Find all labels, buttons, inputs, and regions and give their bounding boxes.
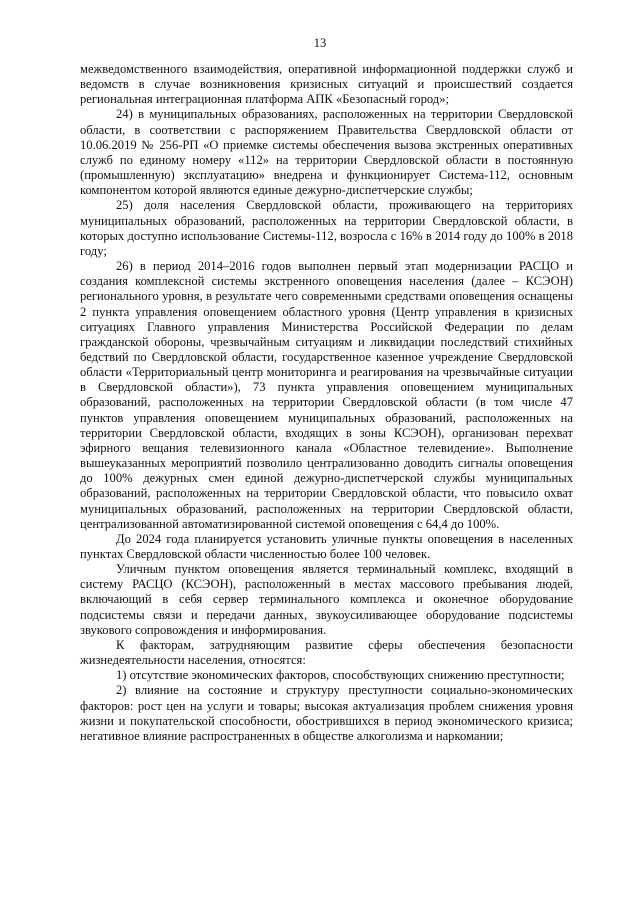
paragraph-factor-2: 2) влияние на состояние и структуру преступности социально-экономических факторов: рост цен на услуги и товары; высокая актуализация проблем снижения уровня жизни и покупательской способности, обострившихся в период экономического кризиса; негативное влияние распространенных в обществе алкоголизма и наркомании; xyxy=(80,683,573,743)
paragraph-item-26: 26) в период 2014–2016 годов выполнен первый этап модернизации РАСЦО и создания комплексной системы экстренного оповещения населения (далее – КСЭОН) регионального уровня, в результате чего современными средствами оповещения оснащены 2 пункта управления оповещением областного уровня (Центр управления в кризисных ситуациях Главного управления Министерства Российской Федерации по делам гражданской обороны, чрезвычайным ситуациям и ликвидации последствий стихийных бедствий по Свердловской области, государственное казенное учреждение Свердловской области «Территориальный центр мониторинга и реагирования на чрезвычайные ситуации в Свердловской области»), 73 пункта управления оповещением муниципальных образований, расположенных на территории Свердловской области (в том числе 47 пунктов управления оповещением муниципальных образований, расположенных на территории Свердловской области, входящих в зоны КСЭОН), организован перехват эфирного вещания телевизионного канала «Областное телевидение». Выполнение вышеуказанных мероприятий позволило централизованно доводить сигналы оповещения до 100% дежурных смен единой дежурно-диспетчерской службы муниципальных образований, расположенных на территории Свердловской области, что повысило охват муниципальных образований, расположенных на территории Свердловской области, централизованной автоматизированной системой оповещения с 64,4 до 100%. xyxy=(80,259,573,531)
paragraph-street-points-plan: До 2024 года планируется установить уличные пункты оповещения в населенных пунктах Свердловской области численностью более 100 человек. xyxy=(80,531,573,561)
paragraph-item-24: 24) в муниципальных образованиях, расположенных на территории Свердловской области, в соответствии с распоряжением Правительства Свердловской области от 10.06.2019 № 256-РП «О приемке системы обеспечения вызова экстренных оперативных служб по единому номеру «112» на территории Свердловской области в постоянную (промышленную) эксплуатацию» внедрена и функционирует Система-112, основным компонентом которой являются единые дежурно-диспетчерские службы; xyxy=(80,107,573,198)
document-body xyxy=(80,62,573,744)
paragraph-factor-1: 1) отсутствие экономических факторов, способствующих снижению преступности; xyxy=(116,668,565,683)
paragraph-street-point-definition: Уличным пунктом оповещения является терминальный комплекс, входящий в систему РАСЦО (КСЭОН), расположенный в местах массового пребывания людей, включающий в себя сервер терминального комплекса и оконечное оборудование подсистемы связи и передачи данных, звукоусиливающее оборудование подсистемы звукового сопровождения и информирования. xyxy=(80,562,573,637)
page-number: 13 xyxy=(313,36,327,50)
paragraph-factors-intro: К факторам, затрудняющим развитие сферы обеспечения безопасности жизнедеятельности населения, относятся: xyxy=(80,637,573,668)
paragraph-item-25: 25) доля населения Свердловской области, проживающего на территориях муниципальных образований, расположенных на территории Свердловской области, в которых доступно использование Системы-112, возросла с 16% в 2014 году до 100% в 2018 году; xyxy=(80,198,573,258)
paragraph-continuation: межведомственного взаимодействия, оперативной информационной поддержки служб и ведомств в случае возникновения кризисных ситуаций и происшествий создается региональная интеграционная платформа АПК «Безопасный город»; xyxy=(80,62,573,107)
